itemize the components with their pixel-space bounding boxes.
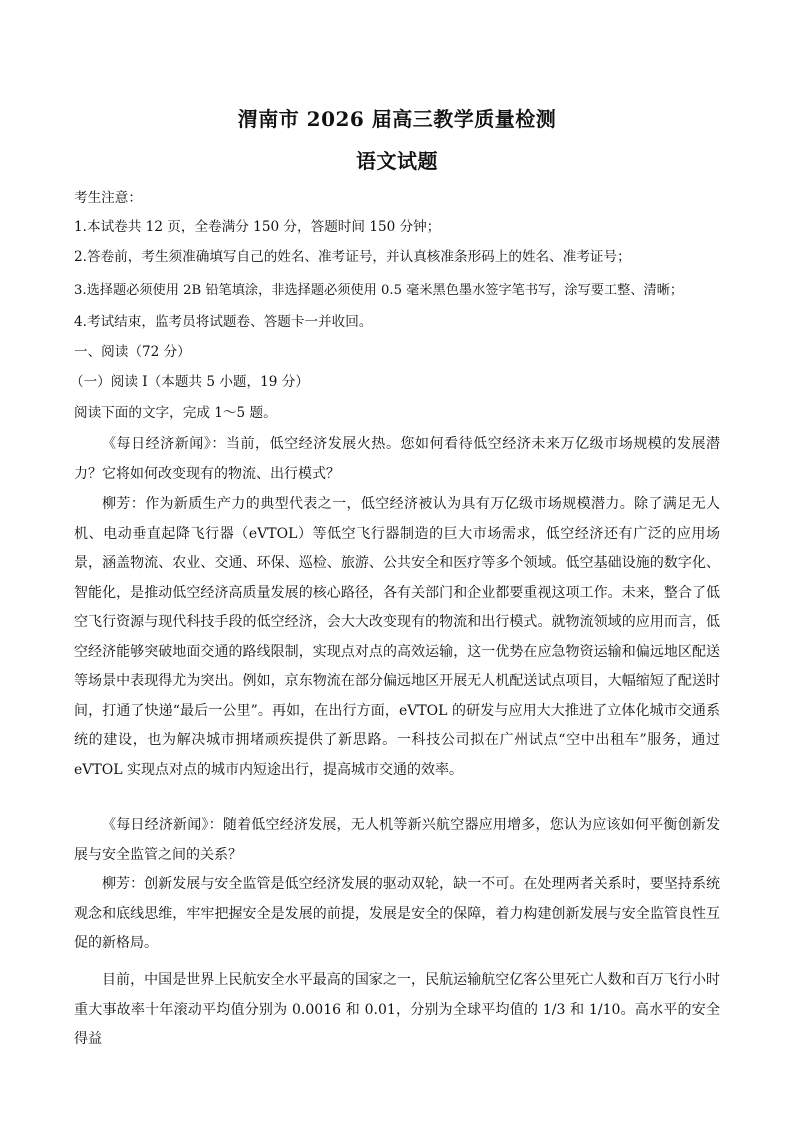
notice-item: 2.答卷前，考生须准确填写自己的姓名、准考证号，并认真核准条形码上的姓名、准考证号；	[74, 249, 631, 265]
article-paragraph: 《每日经济新闻》：随着低空经济发展，无人机等新兴航空器应用增多，您认为应该如何平衡创新发展与安全监管之间的关系？	[74, 817, 720, 863]
notice-item: 3.选择题必须使用 2B 铅笔填涂，非选择题必须使用 0.5 毫米黑色墨水签字笔书写，涂写要工整、清晰；	[74, 283, 684, 298]
article-paragraph: 《每日经济新闻》：当前，低空经济发展火热。您如何看待低空经济未来万亿级市场规模的发展潜力？它将如何改变现有的物流、出行模式？	[74, 436, 720, 482]
article-paragraph: 柳芳：创新发展与安全监管是低空经济发展的驱动双轮，缺一不可。在处理两者关系时，要坚持系统观念和底线思维，牢牢把握安全是发展的前提，发展是安全的保障，着力构建创新发展与安全监管良性互促的新格局。	[74, 876, 720, 951]
notice-heading: 考生注意：	[74, 190, 142, 206]
notice-item: 1.本试卷共 12 页，全卷满分 150 分，答题时间 150 分钟；	[74, 219, 441, 235]
exam-title: 渭南市 2026 届高三教学质量检测	[237, 107, 557, 131]
section-heading: 一、阅读（72 分）	[74, 344, 191, 360]
article-paragraph: 目前，中国是世界上民航安全水平最高的国家之一，民航运输航空亿客公里死亡人数和百万飞行小时重大事故率十年滚动平均值分别为 0.0016 和 0.01，分别为全球平均值的 1/3 和 1/10。高水平的安全得益	[74, 972, 720, 1047]
notice-item: 4.考试结束，监考员将试题卷、答题卡一并收回。	[74, 314, 373, 330]
reading-instruction: 阅读下面的文字，完成 1～5 题。	[74, 405, 277, 421]
section-subheading: （一）阅读 I（本题共 5 小题，19 分）	[70, 374, 309, 390]
exam-subtitle: 语文试题	[356, 149, 438, 173]
article-paragraph: 柳芳：作为新质生产力的典型代表之一，低空经济被认为具有万亿级市场规模潜力。除了满足无人机、电动垂直起降飞行器（eVTOL）等低空飞行器制造的巨大市场需求，低空经济还有广泛的应用场景，涵盖物流、农业、交通、环保、巡检、旅游、公共安全和医疗等多个领域。低空基础设施的数字化、智能化，是推动低空经济高质量发展的核心路径，各有关部门和企业都要重视这项工作。未来，整合了低空飞行资源与现代科技手段的低空经济，会大大改变现有的物流和出行模式。就物流领域的应用而言，低空经济能够突破地面交通的路线限制，实现点对点的高效运输，这一优势在应急物资运输和偏远地区配送等场景中表现得尤为突出。例如，京东物流在部分偏远地区开展无人机配送试点项目，大幅缩短了配送时间，打通了快递“最后一公里”。再如，在出行方面，eVTOL 的研发与应用大大推进了立体化城市交通系统的建设，也为解决城市拥堵顽疾提供了新思路。一科技公司拟在广州试点“空中出租车”服务，通过 eVTOL 实现点对点的城市内短途出行，提高城市交通的效率。	[74, 496, 720, 778]
